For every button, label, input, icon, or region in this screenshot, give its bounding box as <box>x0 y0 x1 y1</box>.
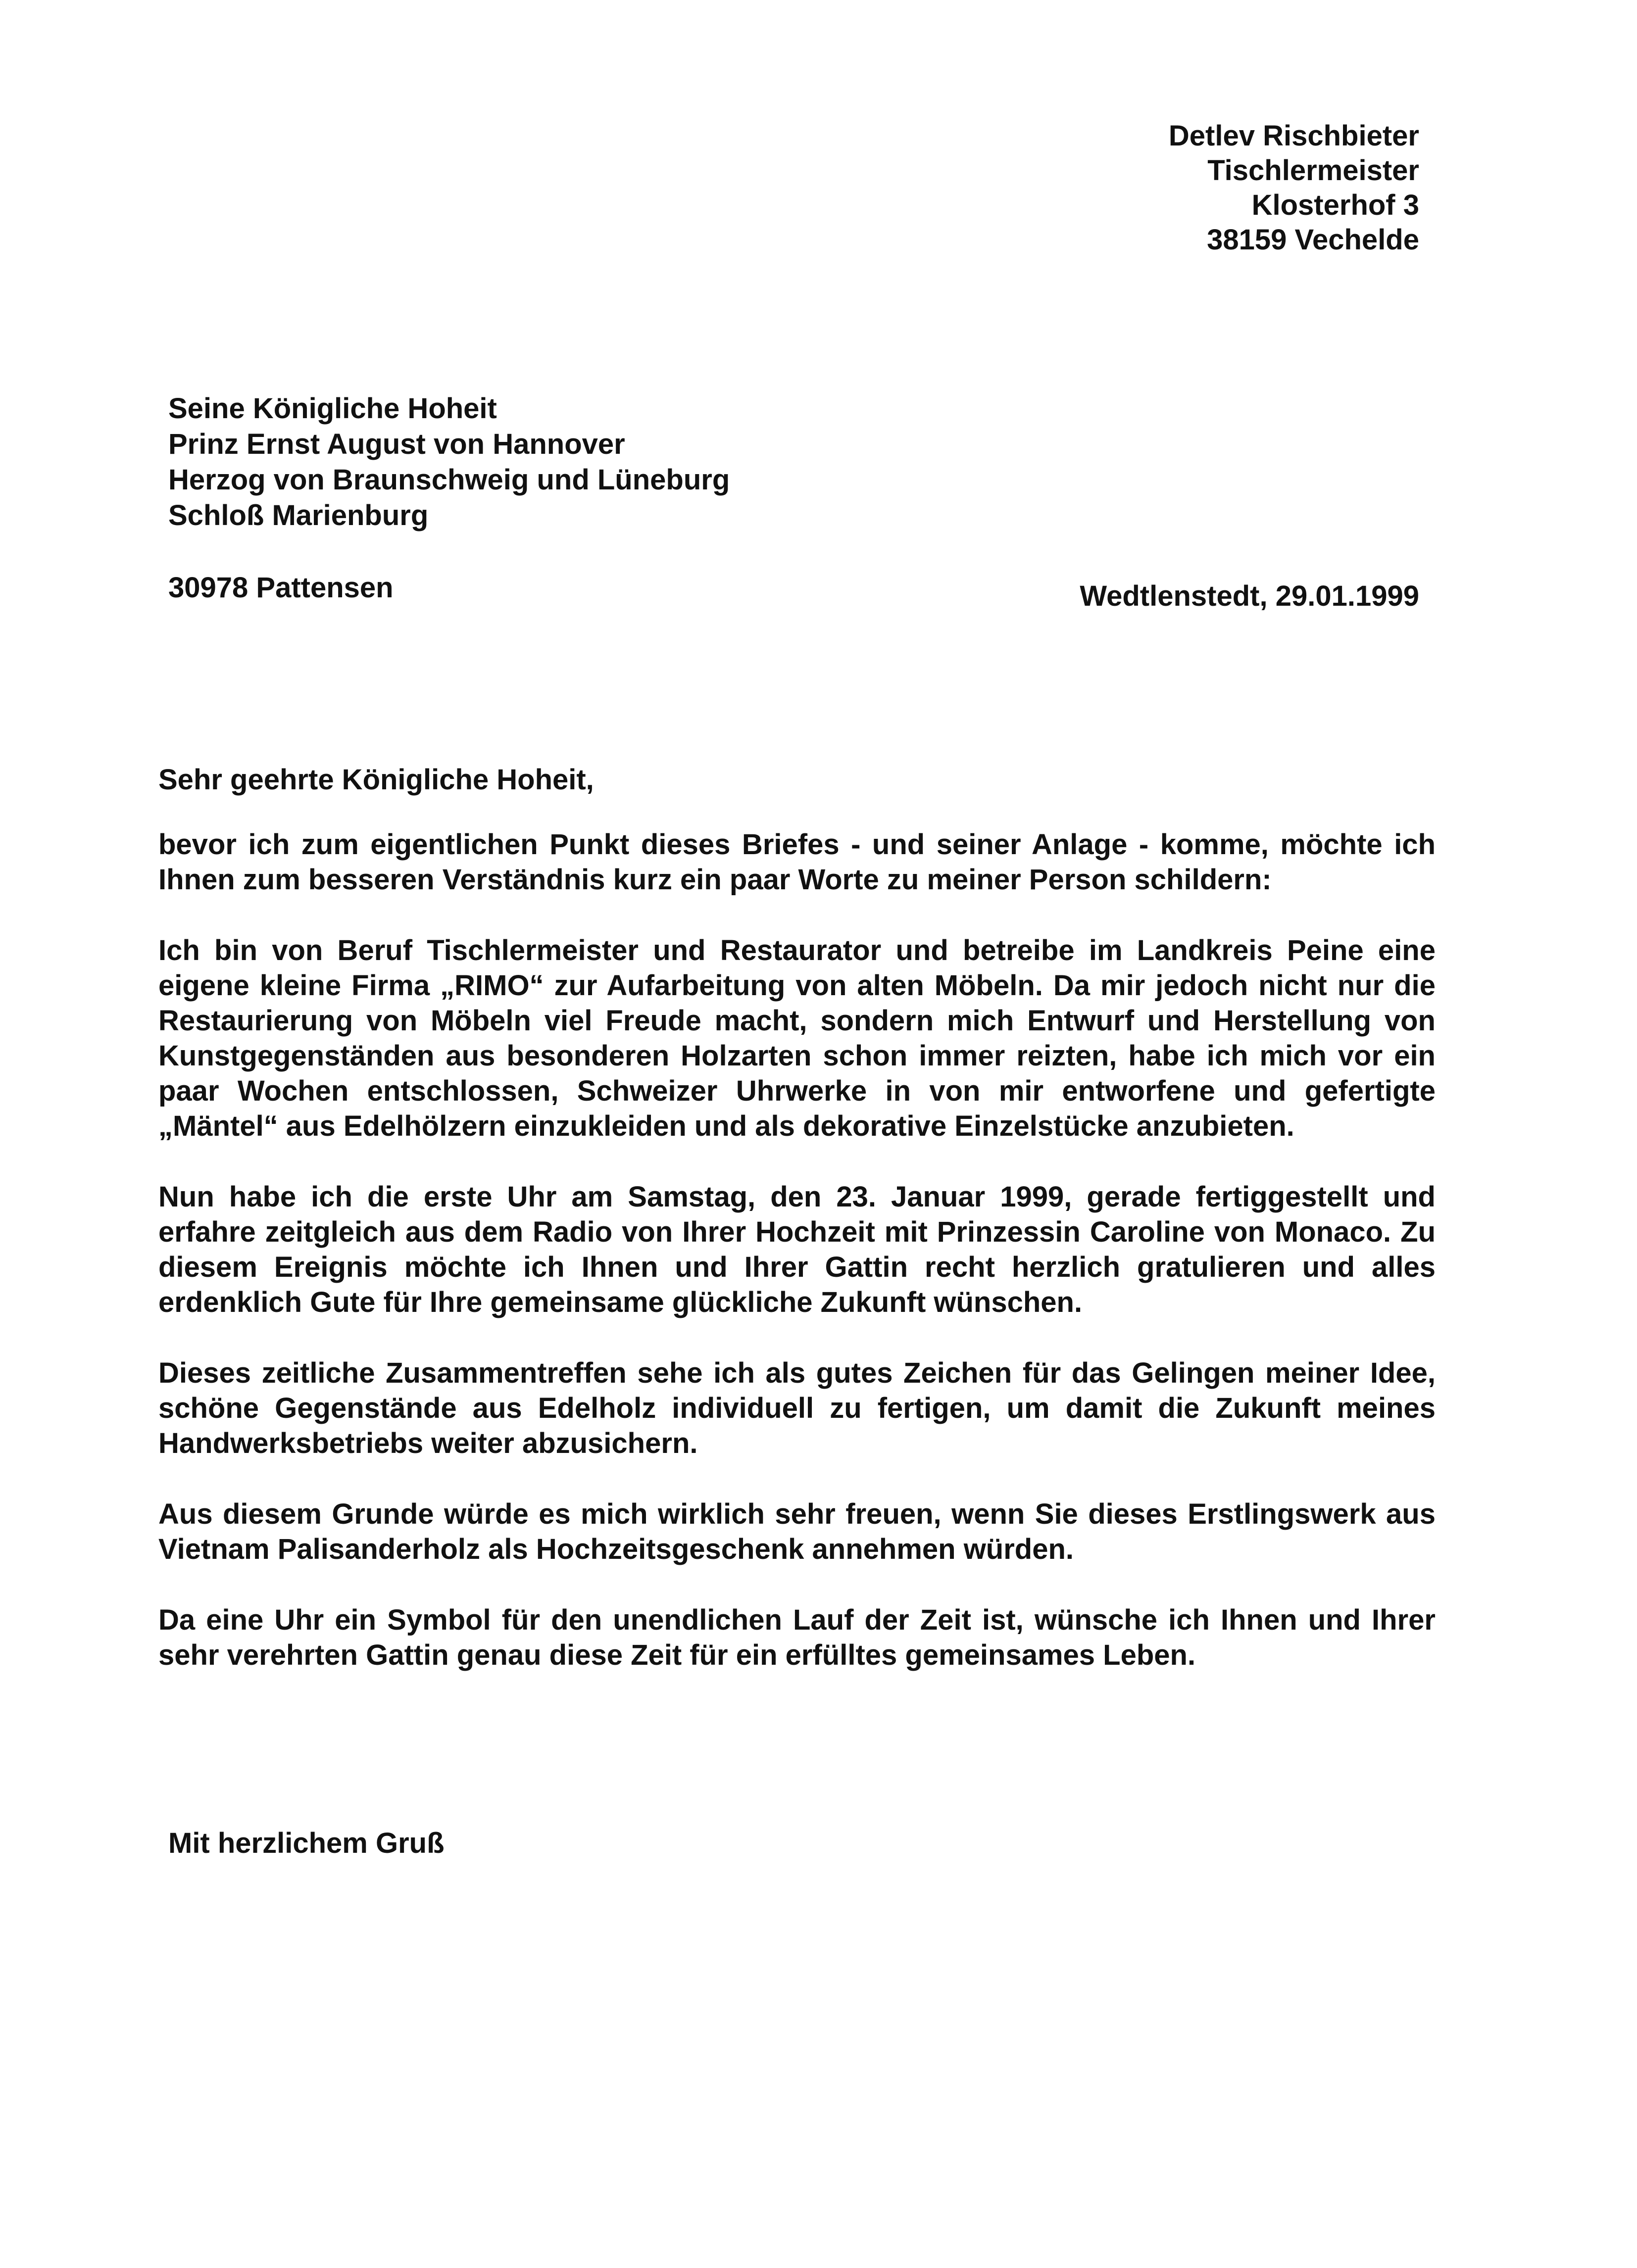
paragraph: Dieses zeitliche Zusammentreffen sehe ich als gutes Zeichen für das Gelingen meiner Idee, schöne Gegenstände aus Edelholz individuell zu fertigen, um damit die Zukunft meines Handwerksbetriebs weiter abzusichern. <box>158 1357 1436 1459</box>
sender-street: Klosterhof 3 <box>1251 189 1419 221</box>
date-line: Wedtlenstedt, 29.01.1999 <box>1080 580 1419 612</box>
recipient-line-2: Prinz Ernst August von Hannover <box>168 428 625 460</box>
recipient-line-1: Seine Königliche Hoheit <box>168 392 497 425</box>
recipient-line-4: Schloß Marienburg <box>168 499 429 531</box>
closing: Mit herzlichem Gruß <box>168 1827 445 1859</box>
letter-body <box>158 762 1436 1708</box>
recipient-line-3: Herzog von Braunschweig und Lüneburg <box>168 464 730 496</box>
paragraph: Nun habe ich die erste Uhr am Samstag, den 23. Januar 1999, gerade fertiggestellt und erfahre zeitgleich aus dem Radio von Ihrer Hochzeit mit Prinzessin Caroline von Monaco. Zu diesem Ereignis möchte ich Ihnen und Ihrer Gattin recht herzlich gratulieren und alles erdenklich Gute für Ihre gemeinsame glückliche Zukunft wünschen. <box>158 1181 1436 1318</box>
paragraph: Da eine Uhr ein Symbol für den unendlichen Lauf der Zeit ist, wünsche ich Ihnen und Ihrer sehr verehrten Gattin genau diese Zeit für ein erfülltes gemeinsames Leben. <box>158 1604 1436 1671</box>
sender-title: Tischlermeister <box>1207 154 1419 187</box>
sender-name: Detlev Rischbieter <box>1168 120 1419 152</box>
paragraph: Aus diesem Grunde würde es mich wirklich sehr freuen, wenn Sie dieses Erstlingswerk aus Vietnam Palisanderholz als Hochzeitsgeschenk annehmen würden. <box>158 1498 1436 1565</box>
sender-address <box>1169 119 1419 257</box>
paragraph: bevor ich zum eigentlichen Punkt dieses Briefes - und seiner Anlage - komme, möchte ich Ihnen zum besseren Verständnis kurz ein paar Worte zu meiner Person schildern: <box>158 828 1436 896</box>
recipient-address <box>168 391 730 606</box>
paragraph: Ich bin von Beruf Tischlermeister und Restaurator und betreibe im Landkreis Peine eine eigene kleine Firma „RIMO“ zur Aufarbeitung von alten Möbeln. Da mir jedoch nicht nur die Restaurierung von Möbeln viel Freude macht, sondern mich Entwurf und Herstellung von Kunstgegenständen aus besonderen Holzarten schon immer reizten, habe ich mich vor ein paar Wochen entschlossen, Schweizer Uhrwerke in von mir entworfene und gefertigte „Mäntel“ aus Edelhölzern einzukleiden und als dekorative Einzelstücke anzubieten. <box>158 934 1436 1142</box>
sender-city: 38159 Vechelde <box>1207 224 1419 256</box>
recipient-city: 30978 Pattensen <box>168 572 394 604</box>
salutation: Sehr geehrte Königliche Hoheit, <box>158 764 594 796</box>
